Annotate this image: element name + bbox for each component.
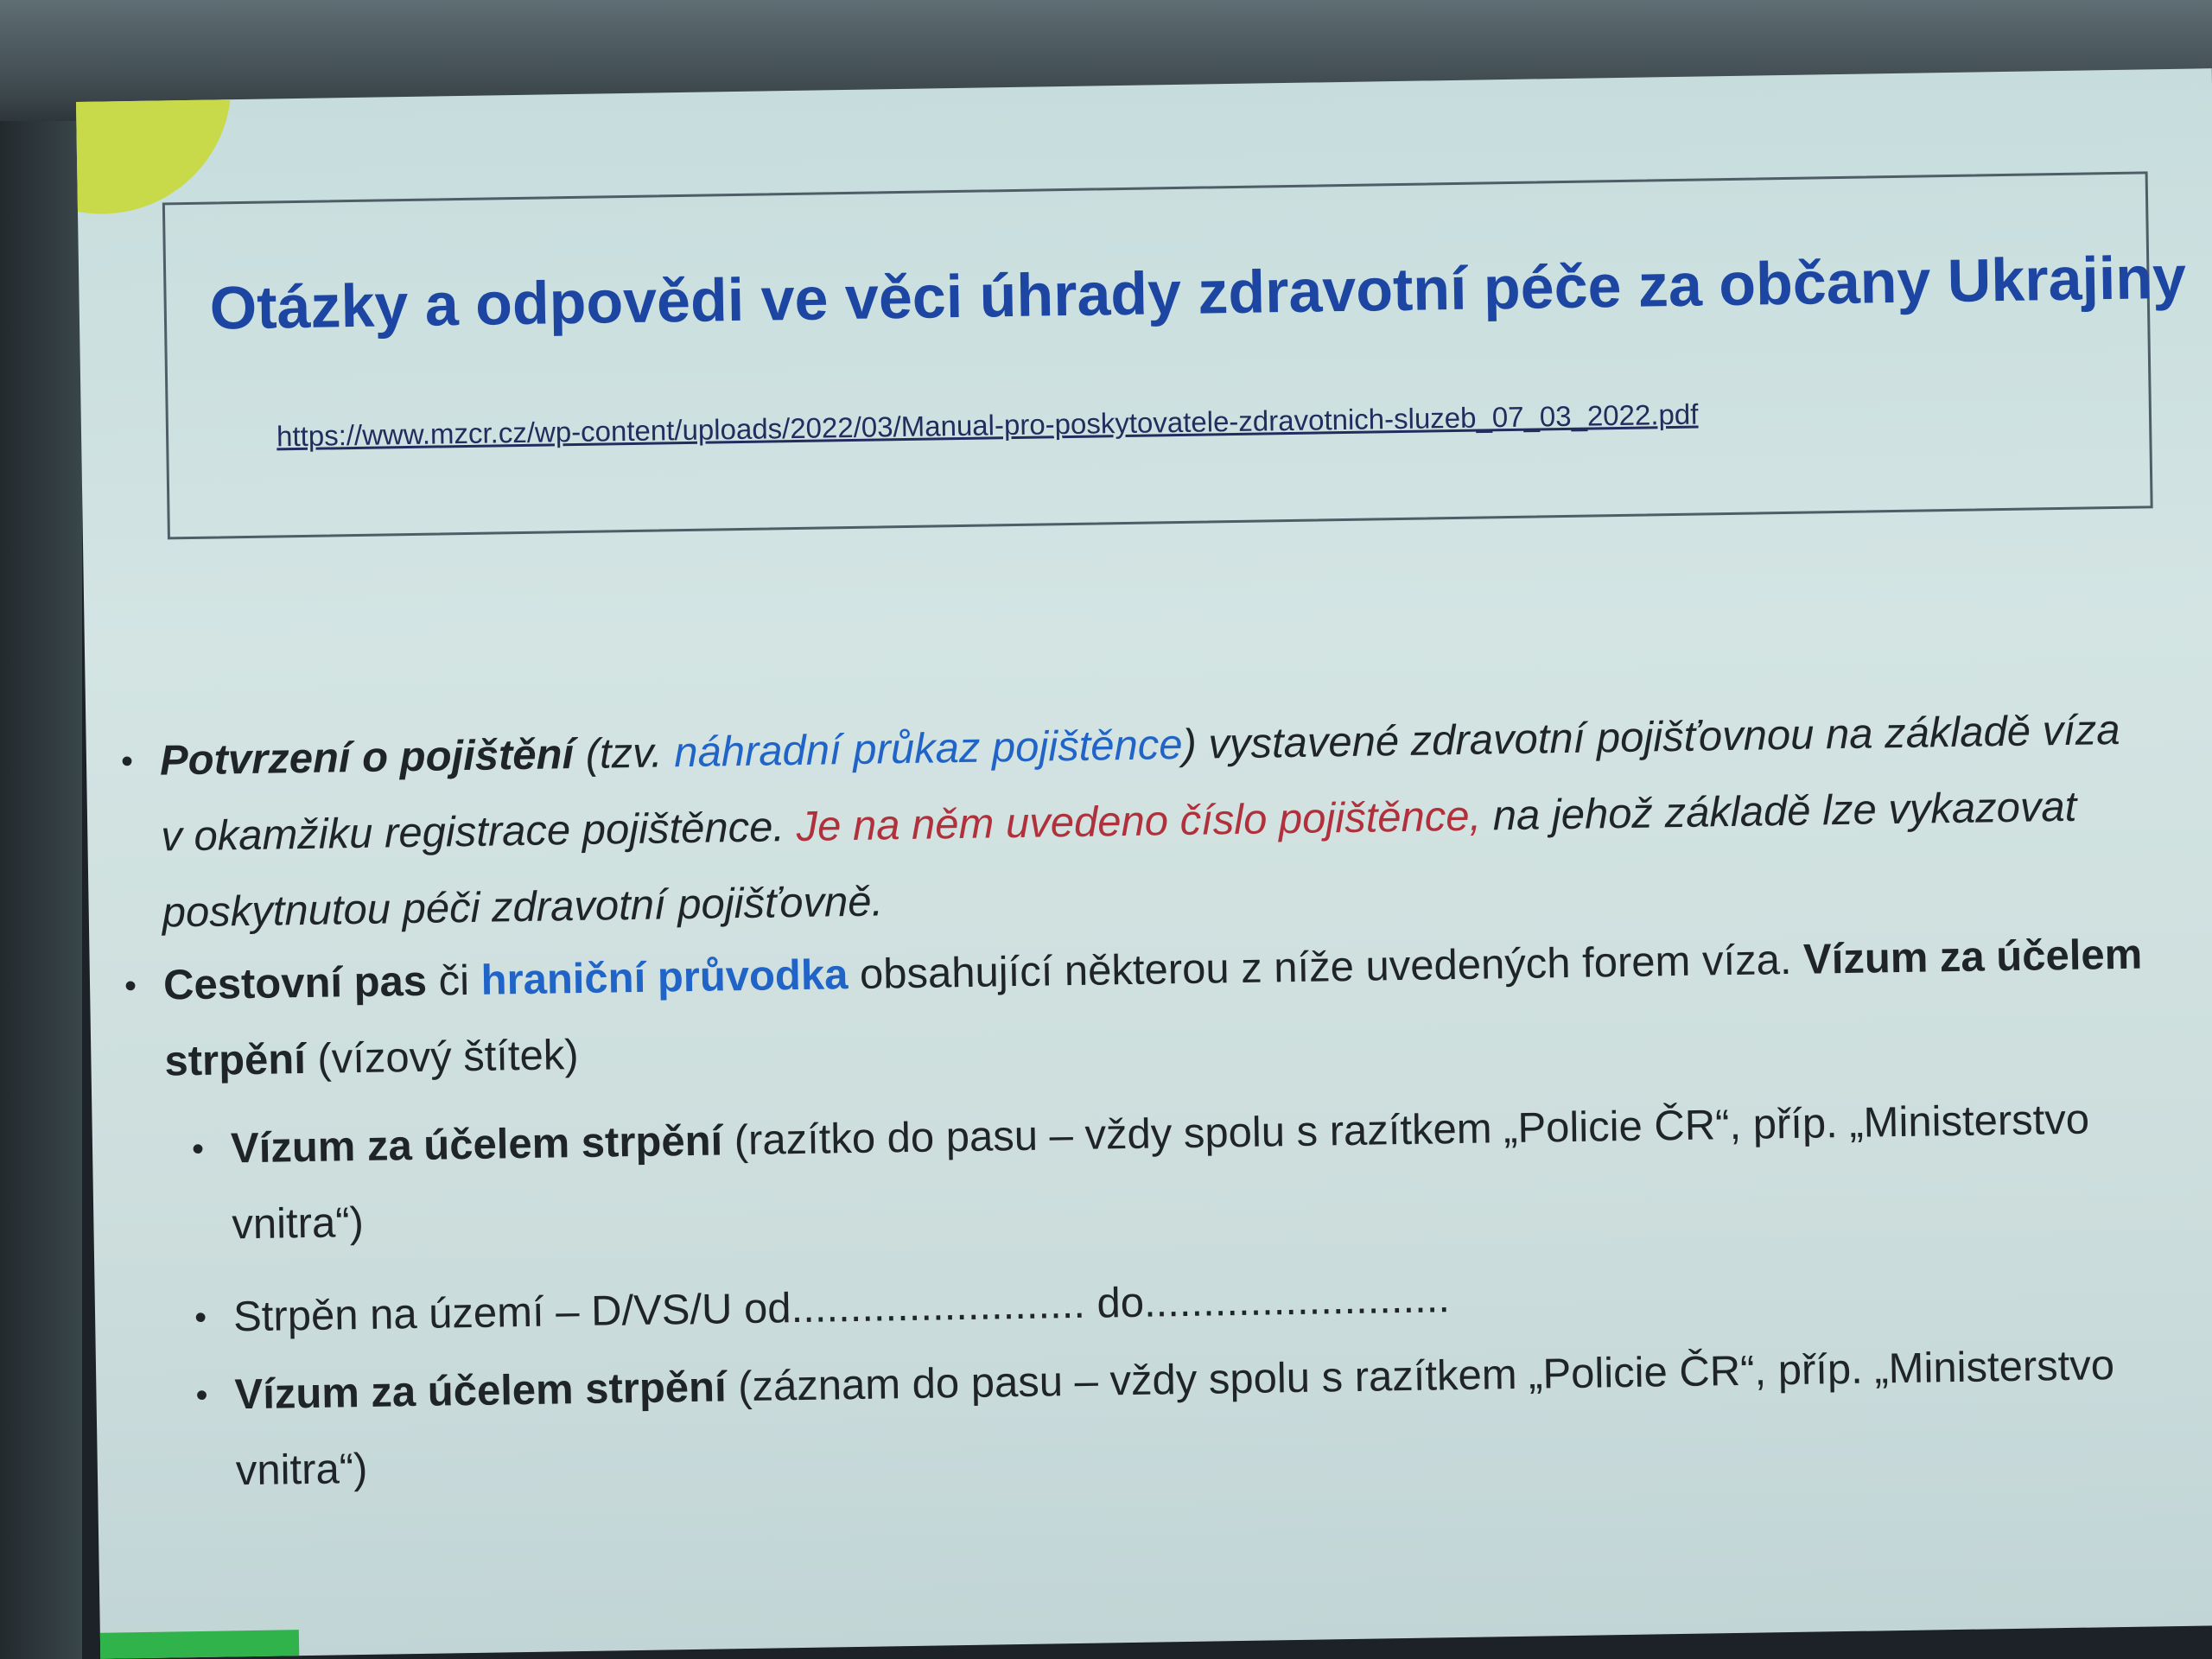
highlight-blue: hraniční průvodka [480,951,849,1004]
bold-text: Vízum za účelem strpění [164,931,2143,1085]
plain-text: či [426,957,482,1005]
bold-text: Vízum za účelem strpění [230,1117,723,1173]
plain-text: (tzv. [573,729,675,779]
plain-text: (razítko do pasu – vždy spolu s razítkem „Policie ČR“, příp. „Ministerstvo vnitra“) [232,1096,2090,1249]
bold-text: Vízum za účelem strpění [234,1363,728,1419]
bold-text: Potvrzení o pojištění [159,731,575,785]
bullet-item-insurance-confirmation [120,692,2137,952]
slide-title: Otázky a odpovědi ve věci úhrady zdravotní péče za občany Ukrajiny [209,243,2187,342]
accent-bar [83,1630,300,1659]
bullet-text [234,1326,2184,1509]
bullet-marker: • [124,967,137,1006]
bullet-list [120,691,2194,1495]
plain-text: (vízový štítek) [305,1032,580,1083]
presentation-slide [76,68,2212,1659]
plain-text: na jehož základě lze vykazovat poskytnutou péči zdravotní pojišťovně. [162,783,2077,937]
bullet-text [159,692,2137,951]
bullet-marker: • [191,1129,205,1169]
bullet-item-passport [124,916,2156,1100]
plain-text: (záznam do pasu – vždy spolu s razítkem „Policie ČR“, příp. „Ministerstvo vnitra“) [235,1342,2115,1495]
sub-bullet-visa-record [195,1326,2184,1510]
sub-bullet-visa-stamp [191,1080,2180,1263]
bullet-text [162,916,2156,1099]
bold-text: Cestovní pas [162,957,428,1009]
bullet-marker: • [194,1298,207,1338]
plain-text: ) vystavené zdravotní pojišťovnou na základě víza v okamžiku registrace pojištěnce. [160,706,2120,861]
bullet-marker: • [120,742,134,781]
title-box [162,171,2187,539]
bullet-text: Strpěn na území – D/VS/U od......................... do.......................... [232,1274,1451,1341]
source-link[interactable]: https://www.mzcr.cz/wp-content/uploads/2022/03/Manual-pro-poskytovatele-zdravotnich-sluzeb_07_03_2022.pdf [276,397,1699,453]
bullet-marker: • [195,1376,208,1415]
screen-left-edge [0,121,82,1659]
bullet-text [230,1080,2180,1262]
plain-text: obsahující některou z níže uvedených forem víza. [847,936,1804,999]
highlight-blue: náhradní průkaz pojištěnce [673,721,1183,777]
highlight-red: Je na něm uvedeno číslo pojištěnce, [796,792,1482,851]
